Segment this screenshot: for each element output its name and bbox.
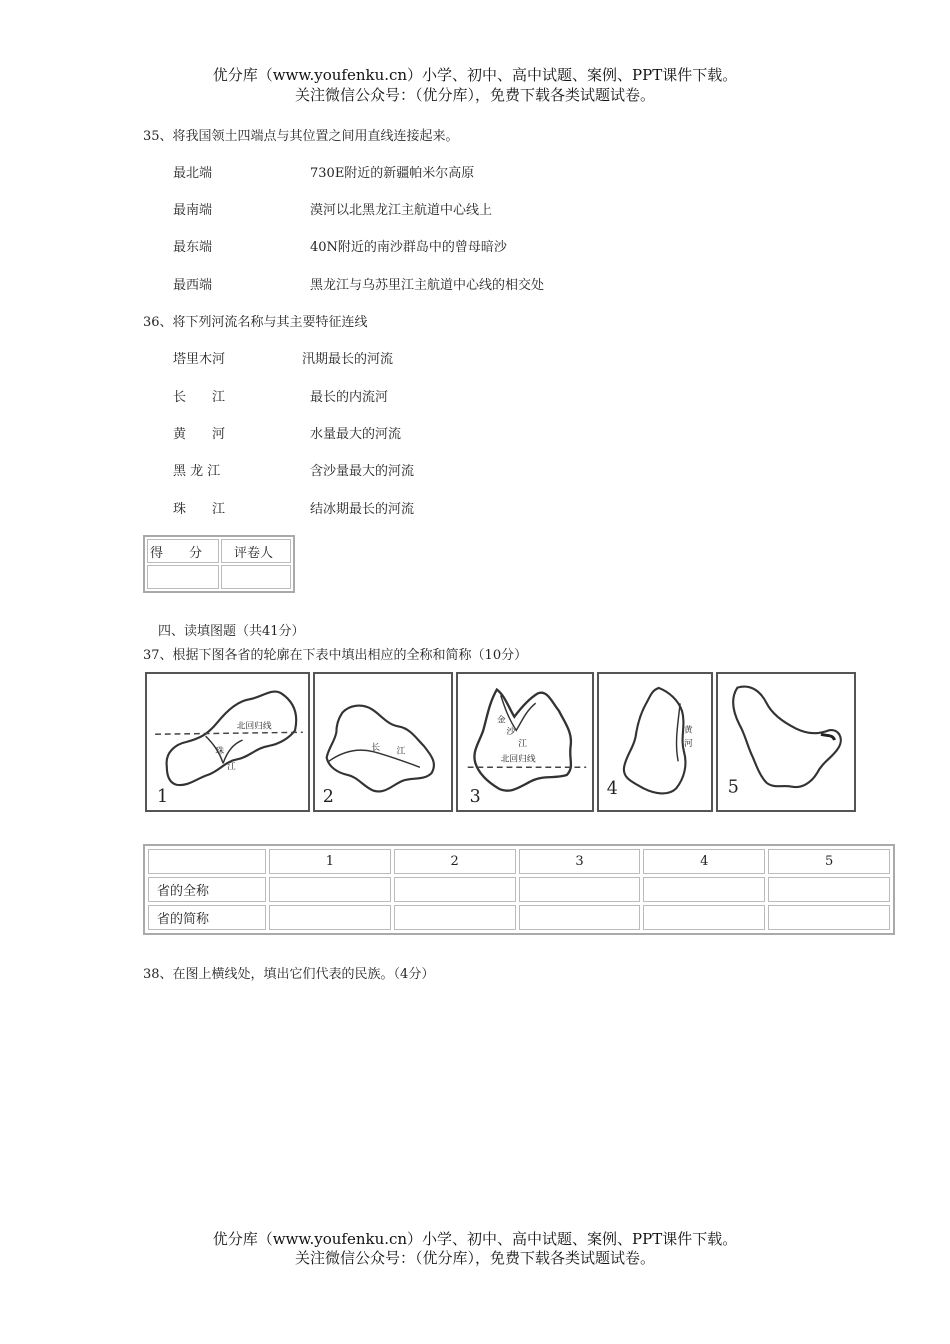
- grader-label: 评卷人: [234, 546, 274, 561]
- q35-right-4: 黑龙江与乌苏里江主航道中心线的相交处: [310, 278, 545, 293]
- map-2-outline: [315, 674, 451, 810]
- province-table: [143, 844, 895, 935]
- score-label-cell: [147, 539, 219, 563]
- full-name-cell-3[interactable]: [519, 877, 641, 902]
- q35-right-3: 40N附近的南沙群岛中的曾母暗沙: [310, 240, 507, 255]
- map-2-jiang-label: 江: [396, 746, 406, 757]
- map-5: [716, 672, 856, 812]
- q36-left-4: 黑 龙 江: [173, 464, 221, 479]
- q36-right-1: 汛期最长的河流: [302, 352, 394, 367]
- map-3-jiang-label: 江: [518, 738, 527, 749]
- q37-title: 37、根据下图各省的轮廓在下表中填出相应的全称和简称（10分）: [143, 648, 528, 663]
- map-1-jiang-label: 江: [227, 762, 236, 773]
- header-line-2: 关注微信公众号：（优分库），免费下载各类试题试卷。: [294, 86, 655, 104]
- short-name-cell-3[interactable]: [519, 905, 641, 930]
- q36-left-5: 珠 江: [173, 502, 226, 517]
- score-input-cell[interactable]: [147, 565, 219, 589]
- map-4: [597, 672, 713, 812]
- map-3: [456, 672, 594, 812]
- grader-input-cell[interactable]: [221, 565, 291, 589]
- row-label-short-name: 省的简称: [148, 905, 266, 930]
- section4-title: 四、读填图题（共41分）: [158, 624, 305, 639]
- col-header-3: 3: [519, 849, 641, 874]
- map-1-outline: [147, 674, 308, 810]
- map-2-number: 2: [322, 787, 334, 808]
- header-empty-cell: [148, 849, 266, 874]
- q36-right-3: 水量最大的河流: [310, 427, 402, 442]
- q35-left-3: 最东端: [173, 240, 213, 255]
- map-4-number: 4: [606, 779, 618, 800]
- footer-line-2: 关注微信公众号：（优分库），免费下载各类试题试卷。: [294, 1249, 655, 1267]
- q36-right-2: 最长的内流河: [310, 390, 389, 405]
- map-1-zhu-label: 珠: [215, 746, 225, 757]
- map-3-tropic-label: 北回归线: [500, 754, 536, 765]
- col-header-1: 1: [269, 849, 391, 874]
- map-4-huang-label: 黄: [683, 725, 693, 736]
- q36-left-1: 塔里木河: [173, 352, 226, 367]
- col-header-4: 4: [643, 849, 765, 874]
- q36-right-5: 结冰期最长的河流: [310, 502, 415, 517]
- q35-right-1: 730E附近的新疆帕米尔高原: [310, 166, 475, 181]
- full-name-cell-4[interactable]: [643, 877, 765, 902]
- map-4-outline: [599, 674, 711, 810]
- q36-left-3: 黄 河: [173, 427, 226, 442]
- map-1: [145, 672, 310, 812]
- full-name-cell-1[interactable]: [269, 877, 391, 902]
- map-3-jin-label: 金: [496, 715, 506, 726]
- short-name-cell-2[interactable]: [394, 905, 516, 930]
- footer-line-1: 优分库（www.youfenku.cn）小学、初中、高中试题、案例、PPT课件下载。: [212, 1230, 738, 1248]
- q35-right-2: 漠河以北黑龙江主航道中心线上: [310, 203, 493, 218]
- short-name-cell-5[interactable]: [768, 905, 890, 930]
- map-3-number: 3: [469, 787, 481, 808]
- province-maps: [143, 672, 859, 818]
- q35-left-4: 最西端: [173, 278, 213, 293]
- province-table-full-row: [148, 877, 890, 902]
- score-label: 得 分: [150, 546, 203, 561]
- map-3-sha-label: 沙: [506, 727, 516, 738]
- map-5-outline: [718, 674, 854, 810]
- q36-left-2: 长 江: [173, 390, 226, 405]
- score-box: [143, 535, 295, 593]
- province-table-header-row: [148, 849, 890, 874]
- map-4-he-label: 河: [683, 738, 693, 749]
- col-header-5: 5: [768, 849, 890, 874]
- q35-left-2: 最南端: [173, 203, 213, 218]
- header-line-1: 优分库（www.youfenku.cn）小学、初中、高中试题、案例、PPT课件下载。: [212, 66, 738, 84]
- map-1-tropic-label: 北回归线: [236, 721, 272, 732]
- q38-title: 38、在图上横线处，填出它们代表的民族。（4分）: [143, 967, 435, 982]
- q35-title: 35、将我国领土四端点与其位置之间用直线连接起来。: [143, 129, 459, 144]
- q36-right-4: 含沙量最大的河流: [310, 464, 415, 479]
- map-1-number: 1: [157, 787, 169, 808]
- map-3-outline: [458, 674, 592, 810]
- q36-title: 36、将下列河流名称与其主要特征连线: [143, 315, 368, 330]
- province-table-short-row: [148, 905, 890, 930]
- q35-left-1: 最北端: [173, 166, 213, 181]
- short-name-cell-1[interactable]: [269, 905, 391, 930]
- map-5-number: 5: [727, 777, 739, 798]
- map-2: [313, 672, 453, 812]
- row-label-full-name: 省的全称: [148, 877, 266, 902]
- col-header-2: 2: [394, 849, 516, 874]
- full-name-cell-5[interactable]: [768, 877, 890, 902]
- grader-label-cell: [221, 539, 291, 563]
- map-2-chang-label: 长: [371, 742, 381, 753]
- full-name-cell-2[interactable]: [394, 877, 516, 902]
- short-name-cell-4[interactable]: [643, 905, 765, 930]
